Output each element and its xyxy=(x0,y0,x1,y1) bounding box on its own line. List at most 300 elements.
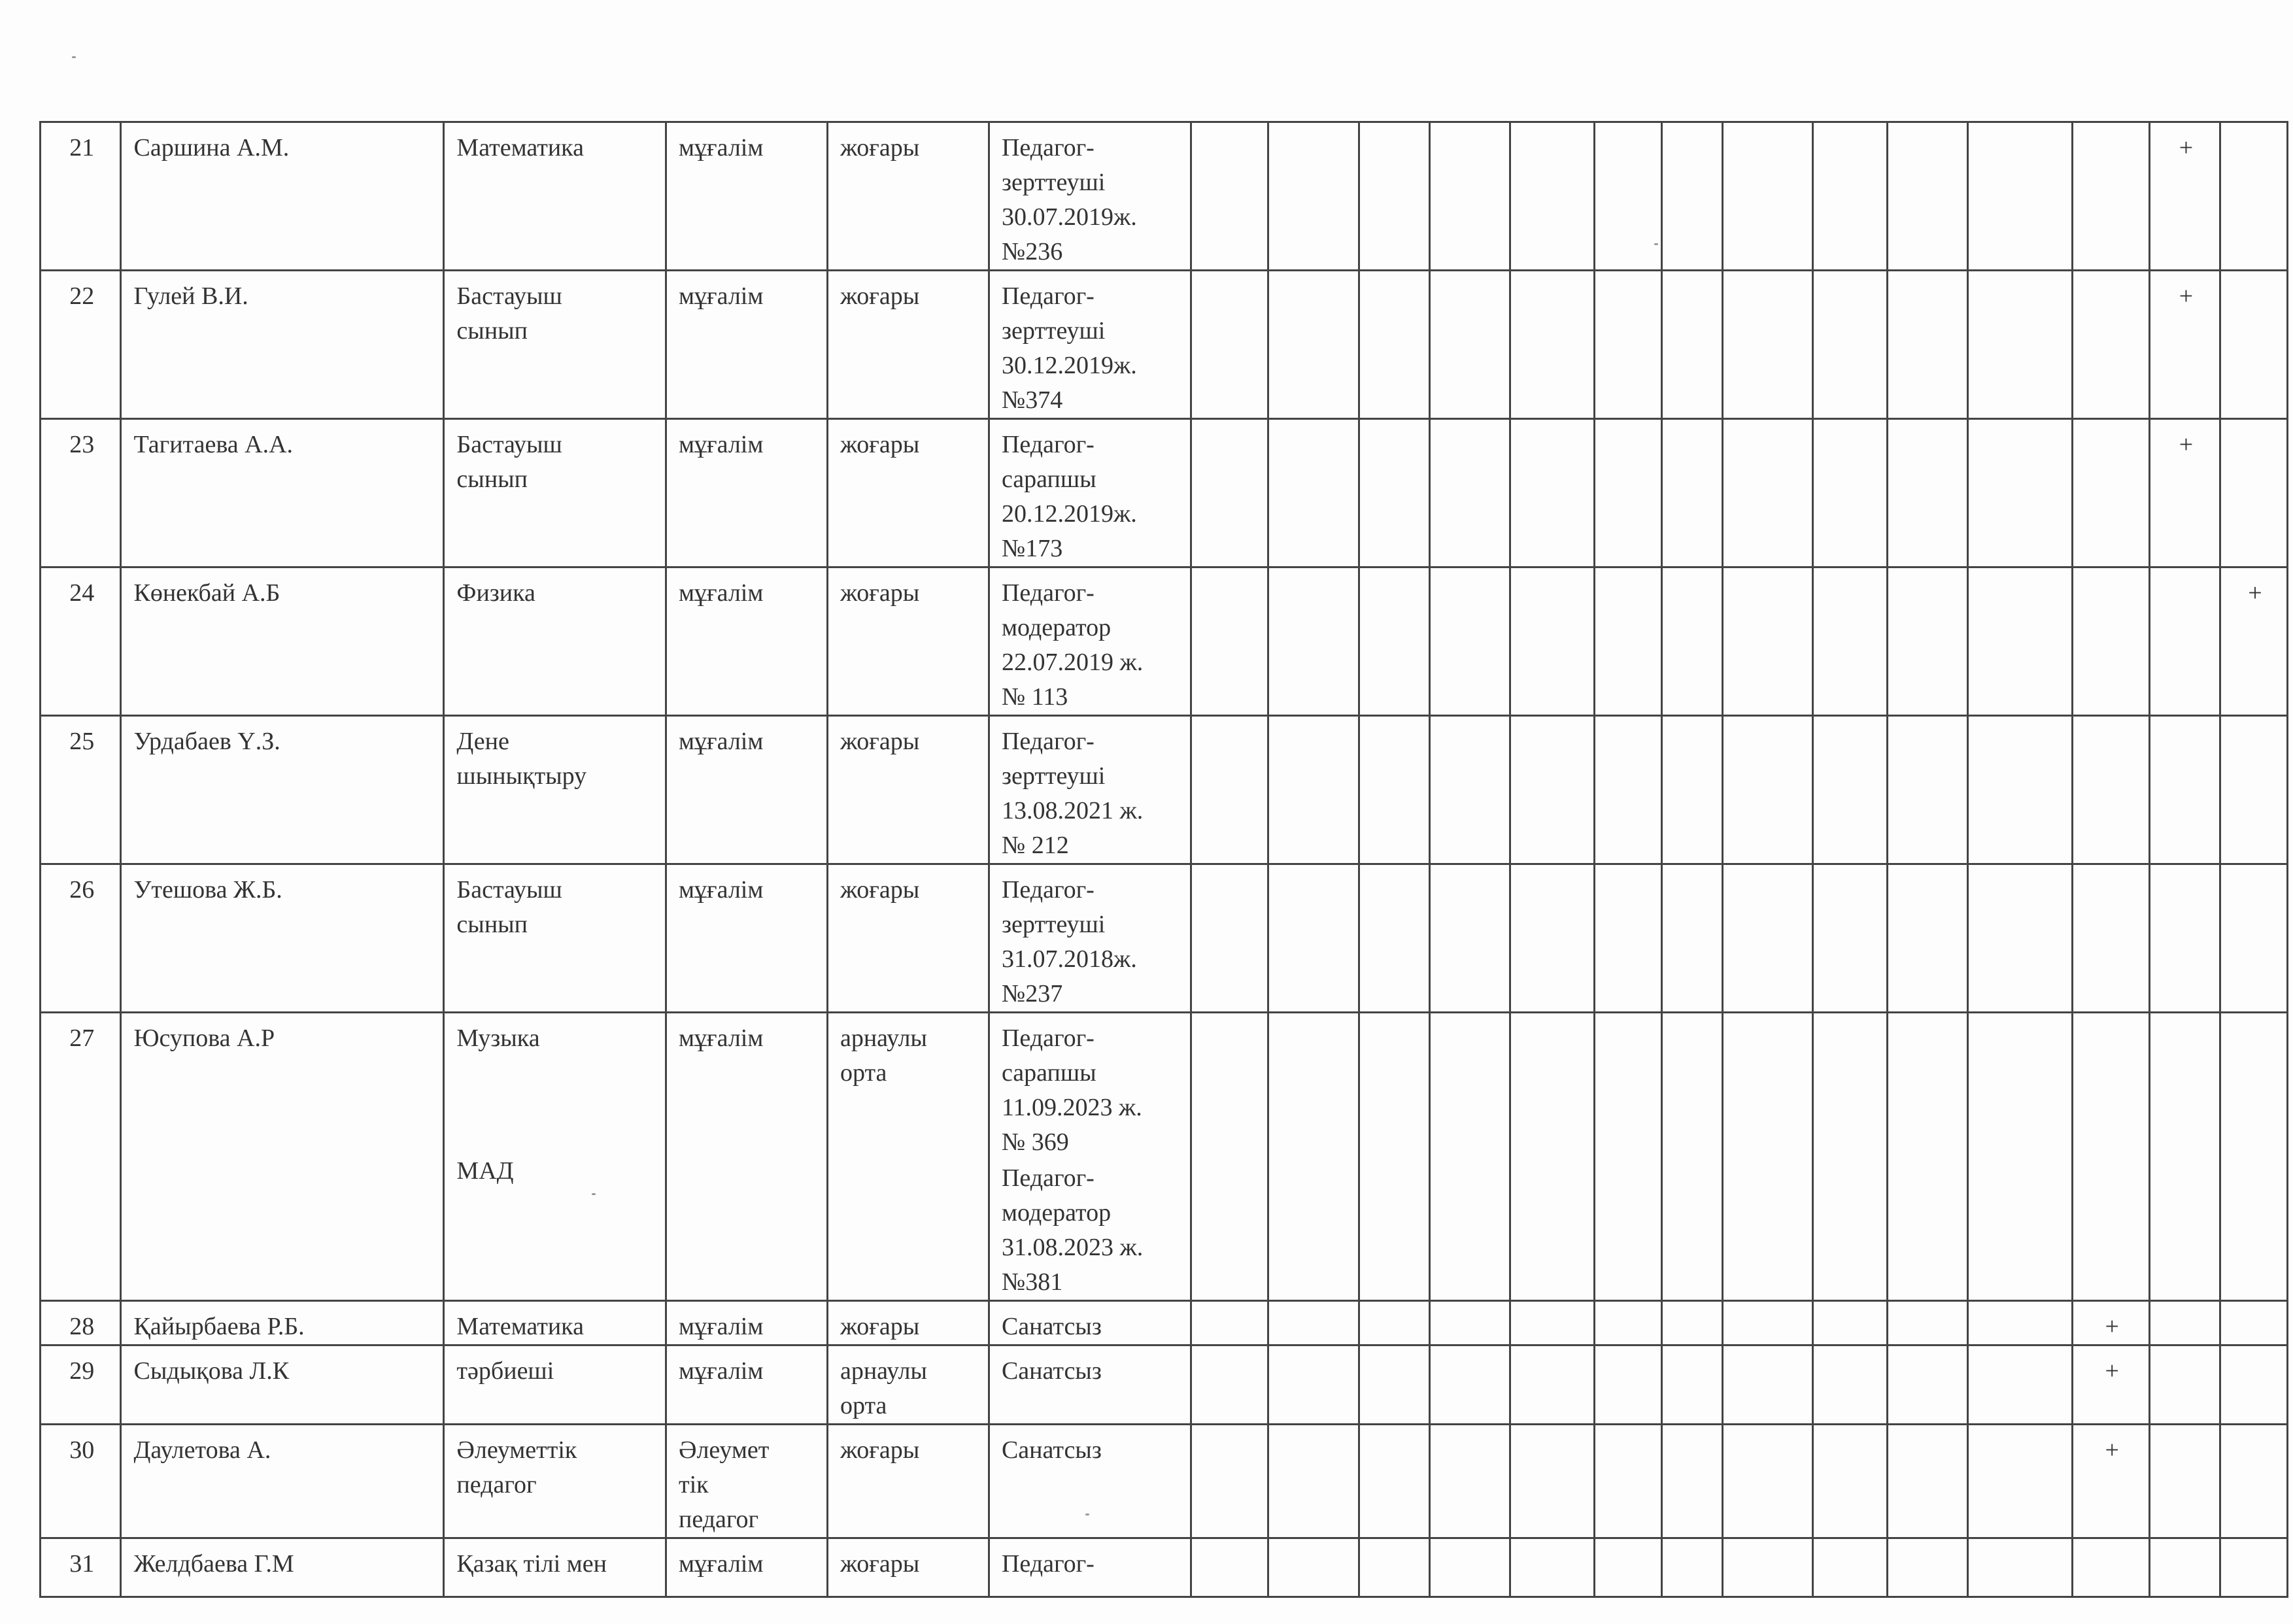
mark-cell xyxy=(1887,864,1967,1013)
teacher-roster-table xyxy=(39,121,2288,1598)
mark-cell xyxy=(1722,1301,1813,1345)
mark-cell xyxy=(1722,271,1813,419)
mark-cell xyxy=(1268,1013,1359,1301)
category-cell xyxy=(989,1345,1191,1425)
category-label2: зерттеуші xyxy=(1001,762,1106,790)
mark-cell xyxy=(1968,864,2073,1013)
education-text: арнаулы xyxy=(840,1357,927,1385)
category-label: Педагог- xyxy=(1001,1550,1095,1578)
teacher-name: Саршина А.М. xyxy=(121,122,444,271)
category-label: Санатсыз xyxy=(1001,1436,1102,1464)
education-text-line2: орта xyxy=(840,1059,887,1087)
mark-cell xyxy=(1429,716,1510,864)
category-label2: сарапшы xyxy=(1001,465,1096,493)
subject-text-line2: шынықтыру xyxy=(456,762,587,790)
subject-text: Әлеуметтік xyxy=(456,1436,577,1464)
position-cell xyxy=(666,419,828,567)
subject-extra: МАД xyxy=(456,1157,514,1185)
position-cell xyxy=(666,567,828,716)
education-text: жоғары xyxy=(840,1313,920,1340)
subject-text-line2: сынып xyxy=(456,465,528,493)
mark-cell xyxy=(1661,567,1722,716)
mark-cell xyxy=(1813,1538,1887,1597)
mark-cell xyxy=(1268,1301,1359,1345)
education-text: жоғары xyxy=(840,728,920,755)
position-text: мұғалім xyxy=(679,876,764,904)
education-text: жоғары xyxy=(840,876,920,904)
mark-cell xyxy=(1722,864,1813,1013)
category-order: №237 xyxy=(1001,980,1063,1007)
education-cell xyxy=(827,864,989,1013)
table-row xyxy=(41,1538,2288,1597)
position-cell xyxy=(666,1345,828,1425)
mark-cell xyxy=(2149,1301,2220,1345)
teacher-name: Тагитаева А.А. xyxy=(121,419,444,567)
mark-cell xyxy=(1722,1425,1813,1538)
mark-cell xyxy=(1595,864,1662,1013)
mark-cell xyxy=(1887,1538,1967,1597)
table-row xyxy=(41,1345,2288,1425)
education-cell xyxy=(827,1425,989,1538)
mark-cell xyxy=(1595,1538,1662,1597)
category-date: 20.12.2019ж. xyxy=(1001,500,1137,528)
row-number: 22 xyxy=(41,271,121,419)
mark-cell xyxy=(1595,1013,1662,1301)
subject-text: Музыка xyxy=(456,1024,540,1052)
mark-cell xyxy=(1661,1425,1722,1538)
mark-cell xyxy=(1510,1301,1595,1345)
category-label: Санатсыз xyxy=(1001,1357,1102,1385)
mark-cell xyxy=(1595,716,1662,864)
mark-cell xyxy=(1359,1301,1429,1345)
subject-text-line2: сынып xyxy=(456,317,528,345)
row-number: 25 xyxy=(41,716,121,864)
row-number: 26 xyxy=(41,864,121,1013)
mark-cell xyxy=(1661,1538,1722,1597)
teacher-name: Сыдықова Л.К xyxy=(121,1345,444,1425)
category-cell xyxy=(989,1301,1191,1345)
mark-cell xyxy=(1510,1013,1595,1301)
category-date: 30.07.2019ж. xyxy=(1001,203,1137,231)
mark-cell xyxy=(1661,419,1722,567)
category-label: Педагог- xyxy=(1001,1024,1095,1052)
mark-cell xyxy=(1268,567,1359,716)
category-label: Педагог- xyxy=(1001,431,1095,458)
mark-cell xyxy=(1429,1538,1510,1597)
mark-cell xyxy=(1191,1538,1268,1597)
mark-cell xyxy=(1813,271,1887,419)
mark-cell xyxy=(1722,1538,1813,1597)
teacher-name: Юсупова А.Р xyxy=(121,1013,444,1301)
education-cell xyxy=(827,716,989,864)
table-row xyxy=(41,716,2288,864)
mark-cell xyxy=(1268,271,1359,419)
mark-cell xyxy=(1359,271,1429,419)
mark-cell xyxy=(1813,1345,1887,1425)
mark-cell xyxy=(1359,122,1429,271)
mark-cell xyxy=(1191,1013,1268,1301)
category-entry xyxy=(1002,1354,1181,1389)
category-cell xyxy=(989,271,1191,419)
mark-cell xyxy=(2149,1538,2220,1597)
position-cell xyxy=(666,1425,828,1538)
mark-cell xyxy=(1968,419,2073,567)
mark-cell xyxy=(1510,716,1595,864)
position-cell xyxy=(666,271,828,419)
subject-text-line2: педагог xyxy=(456,1471,537,1498)
mark-cell xyxy=(1429,1345,1510,1425)
table-row xyxy=(41,122,2288,271)
mark-cell xyxy=(2072,122,2149,271)
mark-cell xyxy=(1359,1425,1429,1538)
category-order: №381 xyxy=(1001,1268,1063,1296)
scan-speck xyxy=(72,56,76,58)
mark-cell xyxy=(2072,419,2149,567)
subject-text: Математика xyxy=(456,134,584,161)
mark-cell xyxy=(1429,122,1510,271)
mark-cell xyxy=(1661,716,1722,864)
mark-cell xyxy=(1661,271,1722,419)
mark-cell xyxy=(1887,567,1967,716)
mark-cell xyxy=(2220,1345,2287,1425)
mark-cell xyxy=(2220,1301,2287,1345)
position-cell xyxy=(666,864,828,1013)
mark-cell xyxy=(1661,1013,1722,1301)
category-label: Педагог- xyxy=(1001,134,1095,161)
teacher-name: Гулей В.И. xyxy=(121,271,444,419)
mark-cell xyxy=(1887,1425,1967,1538)
position-text: мұғалім xyxy=(679,728,764,755)
mark-cell xyxy=(1191,419,1268,567)
mark-cell xyxy=(1191,716,1268,864)
row-number: 21 xyxy=(41,122,121,271)
mark-cell xyxy=(1968,1013,2073,1301)
teacher-name: Даулетова А. xyxy=(121,1425,444,1538)
subject-cell xyxy=(444,567,666,716)
subject-text: Бастауыш xyxy=(456,876,562,904)
category-label2: модератор xyxy=(1001,614,1112,641)
subject-text: Дене xyxy=(456,728,509,755)
category-entry xyxy=(1002,1433,1181,1468)
education-cell xyxy=(827,1345,989,1425)
position-cell xyxy=(666,122,828,271)
mark-cell xyxy=(1813,567,1887,716)
mark-cell xyxy=(1968,271,2073,419)
category-entry xyxy=(1002,279,1181,418)
mark-cell xyxy=(1595,1345,1662,1425)
category-label2: модератор xyxy=(1001,1199,1112,1226)
subject-text: Математика xyxy=(456,1313,584,1340)
position-text-line3: педагог xyxy=(679,1506,759,1533)
category-entry xyxy=(1002,1310,1181,1344)
position-cell xyxy=(666,1013,828,1301)
mark-cell xyxy=(1268,716,1359,864)
position-text-line2: тік xyxy=(679,1471,709,1498)
table-row xyxy=(41,864,2288,1013)
mark-cell xyxy=(1813,716,1887,864)
subject-cell xyxy=(444,419,666,567)
category-order: № 212 xyxy=(1001,832,1069,859)
education-cell xyxy=(827,122,989,271)
education-cell xyxy=(827,567,989,716)
category-cell xyxy=(989,864,1191,1013)
category-entry xyxy=(1002,576,1181,715)
education-text: жоғары xyxy=(840,579,920,607)
category-entry xyxy=(1002,1021,1181,1160)
education-text: арнаулы xyxy=(840,1024,927,1052)
subject-cell xyxy=(444,1013,666,1301)
position-cell xyxy=(666,1538,828,1597)
mark-cell xyxy=(1359,419,1429,567)
mark-cell xyxy=(1813,1425,1887,1538)
category-order: №236 xyxy=(1001,238,1063,265)
category-cell xyxy=(989,716,1191,864)
education-text: жоғары xyxy=(840,282,920,310)
plus-mark: + xyxy=(2072,1425,2149,1538)
subject-cell xyxy=(444,716,666,864)
row-number: 29 xyxy=(41,1345,121,1425)
category-label: Педагог- xyxy=(1001,579,1095,607)
mark-cell xyxy=(1968,1345,2073,1425)
roster-body xyxy=(41,122,2288,1597)
mark-cell xyxy=(1191,1301,1268,1345)
mark-cell xyxy=(1268,122,1359,271)
category-date: 11.09.2023 ж. xyxy=(1001,1094,1142,1121)
mark-cell xyxy=(1968,716,2073,864)
mark-cell xyxy=(2220,1425,2287,1538)
position-text: Әлеумет xyxy=(679,1436,770,1464)
subject-text: Физика xyxy=(456,579,535,607)
mark-cell xyxy=(1595,567,1662,716)
education-cell xyxy=(827,271,989,419)
mark-cell xyxy=(1191,1425,1268,1538)
category-label: Педагог- xyxy=(1001,728,1095,755)
category-label2: сарапшы xyxy=(1001,1059,1096,1087)
education-text: жоғары xyxy=(840,1550,920,1578)
category-order: № 113 xyxy=(1001,683,1068,711)
mark-cell xyxy=(1661,122,1722,271)
category-cell xyxy=(989,567,1191,716)
position-cell xyxy=(666,1301,828,1345)
position-text: мұғалім xyxy=(679,1357,764,1385)
table-row xyxy=(41,1013,2288,1301)
category-entry xyxy=(1002,873,1181,1011)
education-cell xyxy=(827,419,989,567)
mark-cell xyxy=(2220,419,2287,567)
mark-cell xyxy=(2220,1538,2287,1597)
mark-cell xyxy=(1722,122,1813,271)
mark-cell xyxy=(1595,271,1662,419)
mark-cell xyxy=(2149,864,2220,1013)
education-text-line2: орта xyxy=(840,1392,887,1419)
mark-cell xyxy=(1268,419,1359,567)
mark-cell xyxy=(1887,271,1967,419)
category-date: 31.07.2018ж. xyxy=(1001,945,1137,973)
mark-cell xyxy=(2149,1013,2220,1301)
row-number: 28 xyxy=(41,1301,121,1345)
plus-mark: + xyxy=(2149,419,2220,567)
mark-cell xyxy=(1887,716,1967,864)
mark-cell xyxy=(1359,1013,1429,1301)
mark-cell xyxy=(1510,567,1595,716)
category-entry xyxy=(1002,724,1181,863)
category-entry xyxy=(1002,1547,1181,1582)
mark-cell xyxy=(1510,864,1595,1013)
mark-cell xyxy=(1268,1538,1359,1597)
mark-cell xyxy=(1968,1425,2073,1538)
mark-cell xyxy=(1510,1345,1595,1425)
subject-cell xyxy=(444,1425,666,1538)
mark-cell xyxy=(1813,1301,1887,1345)
row-number: 27 xyxy=(41,1013,121,1301)
mark-cell xyxy=(1191,271,1268,419)
subject-cell xyxy=(444,864,666,1013)
teacher-name: Утешова Ж.Б. xyxy=(121,864,444,1013)
mark-cell xyxy=(1191,122,1268,271)
mark-cell xyxy=(1429,864,1510,1013)
category-order: №173 xyxy=(1001,535,1063,562)
mark-cell xyxy=(1595,1301,1662,1345)
mark-cell xyxy=(1968,567,2073,716)
position-text: мұғалім xyxy=(679,431,764,458)
category-entry xyxy=(1002,428,1181,566)
mark-cell xyxy=(2220,716,2287,864)
subject-text: Қазақ тілі мен xyxy=(456,1550,607,1578)
category-label: Педагог- xyxy=(1001,282,1095,310)
category-label: Санатсыз xyxy=(1001,1313,1102,1340)
category-cell xyxy=(989,1013,1191,1301)
mark-cell xyxy=(1429,419,1510,567)
mark-cell xyxy=(1722,1013,1813,1301)
mark-cell xyxy=(1661,1301,1722,1345)
mark-cell xyxy=(1661,864,1722,1013)
category-date: 30.12.2019ж. xyxy=(1001,352,1137,379)
teacher-name: Қайырбаева Р.Б. xyxy=(121,1301,444,1345)
table-row xyxy=(41,1301,2288,1345)
mark-cell xyxy=(1268,1345,1359,1425)
plus-mark: + xyxy=(2149,271,2220,419)
category-cell xyxy=(989,419,1191,567)
mark-cell xyxy=(1887,122,1967,271)
education-text: жоғары xyxy=(840,1436,920,1464)
row-number: 24 xyxy=(41,567,121,716)
mark-cell xyxy=(2220,1013,2287,1301)
mark-cell xyxy=(1722,1345,1813,1425)
mark-cell xyxy=(1887,1345,1967,1425)
mark-cell xyxy=(1813,864,1887,1013)
mark-cell xyxy=(2072,716,2149,864)
teacher-name: Урдабаев Ү.З. xyxy=(121,716,444,864)
subject-cell xyxy=(444,1301,666,1345)
mark-cell xyxy=(1595,1425,1662,1538)
table-row xyxy=(41,271,2288,419)
mark-cell xyxy=(1968,122,2073,271)
mark-cell xyxy=(1191,567,1268,716)
mark-cell xyxy=(2149,716,2220,864)
position-text: мұғалім xyxy=(679,1024,764,1052)
position-text: мұғалім xyxy=(679,134,764,161)
subject-cell xyxy=(444,1345,666,1425)
category-label2: зерттеуші xyxy=(1001,169,1106,196)
category-entry xyxy=(1002,1161,1181,1300)
position-text: мұғалім xyxy=(679,579,764,607)
mark-cell xyxy=(2072,864,2149,1013)
mark-cell xyxy=(2149,1345,2220,1425)
education-cell xyxy=(827,1538,989,1597)
mark-cell xyxy=(1429,1425,1510,1538)
mark-cell xyxy=(1268,1425,1359,1538)
mark-cell xyxy=(1359,864,1429,1013)
mark-cell xyxy=(2149,567,2220,716)
subject-cell xyxy=(444,122,666,271)
table-row xyxy=(41,567,2288,716)
mark-cell xyxy=(1359,567,1429,716)
position-text: мұғалім xyxy=(679,1550,764,1578)
mark-cell xyxy=(1968,1301,2073,1345)
mark-cell xyxy=(1722,716,1813,864)
teacher-name: Желдбаева Г.М xyxy=(121,1538,444,1597)
mark-cell xyxy=(1510,122,1595,271)
plus-mark: + xyxy=(2072,1345,2149,1425)
education-cell xyxy=(827,1013,989,1301)
mark-cell xyxy=(1429,1013,1510,1301)
mark-cell xyxy=(1510,1538,1595,1597)
mark-cell xyxy=(1722,567,1813,716)
position-text: мұғалім xyxy=(679,282,764,310)
category-cell xyxy=(989,122,1191,271)
mark-cell xyxy=(2072,1538,2149,1597)
subject-text-line2: сынып xyxy=(456,911,528,938)
mark-cell xyxy=(2220,122,2287,271)
row-number: 23 xyxy=(41,419,121,567)
row-number: 31 xyxy=(41,1538,121,1597)
mark-cell xyxy=(2220,864,2287,1013)
mark-cell xyxy=(1359,1538,1429,1597)
mark-cell xyxy=(1813,122,1887,271)
mark-cell xyxy=(1429,567,1510,716)
row-number: 30 xyxy=(41,1425,121,1538)
mark-cell xyxy=(1887,1301,1967,1345)
education-text: жоғары xyxy=(840,134,920,161)
category-cell xyxy=(989,1538,1191,1597)
mark-cell xyxy=(2072,1013,2149,1301)
mark-cell xyxy=(1191,1345,1268,1425)
subject-text: тәрбиеші xyxy=(456,1357,554,1385)
mark-cell xyxy=(1887,419,1967,567)
category-label2: зерттеуші xyxy=(1001,911,1106,938)
mark-cell xyxy=(1510,1425,1595,1538)
category-label2: зерттеуші xyxy=(1001,317,1106,345)
mark-cell xyxy=(1268,864,1359,1013)
category-label: Педагог- xyxy=(1001,1164,1095,1192)
subject-text: Бастауыш xyxy=(456,431,562,458)
category-order: №374 xyxy=(1001,386,1063,414)
mark-cell xyxy=(2072,271,2149,419)
mark-cell xyxy=(2149,1425,2220,1538)
category-date: 13.08.2021 ж. xyxy=(1001,797,1144,824)
education-cell xyxy=(827,1301,989,1345)
category-date: 31.08.2023 ж. xyxy=(1001,1234,1144,1261)
plus-mark: + xyxy=(2149,122,2220,271)
mark-cell xyxy=(1359,716,1429,864)
subject-cell xyxy=(444,271,666,419)
position-cell xyxy=(666,716,828,864)
mark-cell xyxy=(1359,1345,1429,1425)
mark-cell xyxy=(1722,419,1813,567)
subject-text: Бастауыш xyxy=(456,282,562,310)
plus-mark: + xyxy=(2072,1301,2149,1345)
category-order: № 369 xyxy=(1001,1128,1069,1156)
